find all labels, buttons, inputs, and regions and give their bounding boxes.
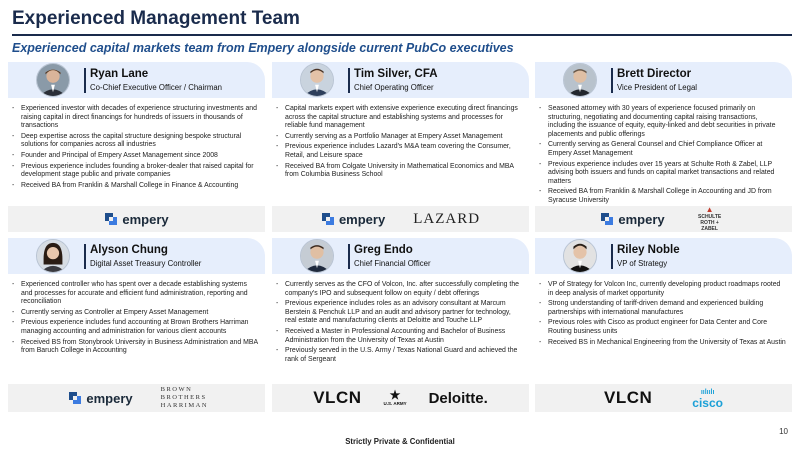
bullet-item: - Received BA from Franklin & Marshall College in Finance & Accounting <box>12 182 259 191</box>
bullet-list <box>535 281 792 347</box>
person-name: Ryan Lane <box>90 68 149 80</box>
person-name: Tim Silver, CFA <box>354 68 438 80</box>
header-divider <box>611 68 613 93</box>
bullet-item: - Received BS from Stonybrook University in Business Administration and MBA from Baruch College in Accounting <box>12 339 259 356</box>
empery-wordmark: empery <box>618 211 665 227</box>
bullet-item: - Experienced controller who has spent over a decade establishing systems and processes for accurate and efficient fund administration, reporting and reconciliation <box>12 281 259 307</box>
bullet-item: - Previous roles with Cisco as product engineer for Data Center and Core Routing business units <box>539 319 786 336</box>
brown-brothers-harriman-logo: BROWN BROTHERS HARRIMAN <box>160 386 209 409</box>
bullet-item: - Received BA from Colgate University in Mathematical Economics and MBA from Columbia Business School <box>276 163 523 180</box>
bullet-list <box>535 105 792 206</box>
header-divider <box>348 244 350 269</box>
empery-wordmark: empery <box>122 211 169 227</box>
empery-mark-icon <box>104 212 118 226</box>
bullet-item: - Previous experience includes fund accounting at Brown Brothers Harriman managing accounting and administration for various client accounts <box>12 319 259 336</box>
bullet-list <box>8 105 265 190</box>
empery-wordmark: empery <box>338 211 386 227</box>
vlcn-logo: VLCN <box>313 388 362 407</box>
vlcn-logo: VLCN <box>604 388 653 407</box>
logo-bar <box>272 206 529 232</box>
person-name: Alyson Chung <box>90 244 168 256</box>
person-header <box>8 238 265 274</box>
bullet-item: - Received BS in Mechanical Engineering from the University of Texas at Austin <box>539 339 786 348</box>
deloitte-wordmark: Deloitte. <box>428 389 488 407</box>
avatar <box>300 239 334 273</box>
us-army-logo <box>384 389 407 407</box>
person-name: Greg Endo <box>354 244 413 256</box>
person-name: Brett Director <box>617 68 692 80</box>
person-role: Digital Asset Treasury Controller <box>90 259 202 268</box>
header-divider <box>611 244 613 269</box>
logo-bar <box>8 384 265 412</box>
bullet-item: - Previous experience includes roles as an advisory consultant at Marcum Berstein & Penchuk LLP and an audit and advisory partner for technology, real estate and manufacturing clients at Deloitte and Touche LLP <box>276 300 523 326</box>
title-divider <box>12 34 792 36</box>
empery-logo <box>321 212 385 227</box>
page-title: Experienced Management Team <box>12 8 300 29</box>
person-header <box>535 238 792 274</box>
header-divider <box>348 68 350 93</box>
avatar <box>36 239 70 273</box>
army-star-icon: ★ <box>389 388 401 402</box>
cisco-logo <box>692 388 723 408</box>
logo-bar <box>8 206 265 232</box>
person-name: Riley Noble <box>617 244 680 256</box>
header-divider <box>84 68 86 93</box>
srz-wordmark: SCHULTE ROTH + ZABEL <box>698 214 722 232</box>
person-card-tim-silver <box>272 62 529 182</box>
deloitte-logo <box>429 390 488 407</box>
empery-logo <box>104 212 168 227</box>
avatar <box>563 63 597 97</box>
bullet-item: - Previously served in the U.S. Army / Texas National Guard and achieved the rank of Sergeant <box>276 347 523 364</box>
schulte-roth-zabel-logo <box>693 206 727 232</box>
person-card-brett-director <box>535 62 792 208</box>
person-role: Chief Financial Officer <box>354 259 431 268</box>
bullet-item: - Strong understanding of tariff-driven demand and experienced building partnerships with international manufactures <box>539 300 786 317</box>
bullet-item: - Founder and Principal of Empery Asset Management since 2008 <box>12 152 259 161</box>
bullet-item: - Currently serving as Controller at Empery Asset Management <box>12 309 259 318</box>
bullet-item: - Deep expertise across the capital structure designing bespoke structural solutions for companies across all industries <box>12 133 259 150</box>
logo-bar <box>535 384 792 412</box>
avatar <box>563 239 597 273</box>
empery-mark-icon <box>600 212 614 226</box>
confidentiality-footer: Strictly Private & Confidential <box>345 437 455 446</box>
bullet-item: - Currently serving as a Portfolio Manager at Empery Asset Management <box>276 133 523 142</box>
bullet-item: - Previous experience includes Lazard's M&A team covering the Consumer, Retail, and Leisure space <box>276 143 523 160</box>
header-divider <box>84 244 86 269</box>
army-wordmark: U.S. ARMY <box>383 401 407 406</box>
person-role: Co-Chief Executive Officer / Chairman <box>90 83 223 92</box>
person-card-ryan-lane <box>8 62 265 192</box>
page-subtitle: Experienced capital markets team from Empery alongside current PubCo executives <box>12 41 514 55</box>
person-role: Chief Operating Officer <box>354 83 434 92</box>
bullet-item: - Capital markets expert with extensive experience executing direct financings across the capital structure and establishing systems and processes for reliable fund management <box>276 105 523 131</box>
logo-bar <box>272 384 529 412</box>
srz-mark-icon: ▲ <box>705 205 714 214</box>
bullet-list <box>272 281 529 364</box>
bullet-item: - Experienced investor with decades of experience structuring investments and raising capital in direct financings for hundreds of issuers in thousands of transactions <box>12 105 259 131</box>
person-header <box>8 62 265 98</box>
person-header <box>272 62 529 98</box>
bullet-item: - VP of Strategy for Volcon Inc, currently developing product roadmaps rooted in deep analysis of market opportunity <box>539 281 786 298</box>
lazard-logo: LAZARD <box>413 210 481 227</box>
bullet-item: - Seasoned attorney with 30 years of experience focused primarily on structuring, negotiating and documenting capital raising transactions, including the issuance of equity, equity-linked and debt securities in private placements and public offerings <box>539 105 786 139</box>
page-number: 10 <box>779 427 788 436</box>
empery-mark-icon <box>68 391 82 405</box>
bullet-list <box>272 105 529 180</box>
bullet-item: - Currently serves as the CFO of Volcon, Inc. after successfully completing the company's IPO and subsequent follow on equity / debt offerings <box>276 281 523 298</box>
cisco-bars-icon: ıılıılı <box>700 389 715 396</box>
avatar <box>36 63 70 97</box>
person-header <box>535 62 792 98</box>
cisco-wordmark: cisco <box>692 396 723 410</box>
person-card-alyson-chung <box>8 238 265 358</box>
bullet-item: - Received a Master in Professional Accounting and Bachelor of Business Administration from the University of Texas at Austin <box>276 328 523 345</box>
avatar <box>300 63 334 97</box>
person-role: VP of Strategy <box>617 259 668 268</box>
person-card-greg-endo <box>272 238 529 366</box>
person-role: Vice President of Legal <box>617 83 698 92</box>
empery-wordmark: empery <box>86 390 133 406</box>
bullet-item: - Currently serving as General Counsel and Chief Compliance Officer at Empery Asset Management <box>539 141 786 158</box>
bullet-item: - Previous experience includes over 15 years at Schulte Roth & Zabel, LLP advising both issuers and funds on capital market transactions and related matters <box>539 161 786 187</box>
bullet-list <box>8 281 265 356</box>
person-header <box>272 238 529 274</box>
empery-mark-icon <box>321 212 335 226</box>
bullet-item: - Previous experience includes founding a broker-dealer that raised capital for development stage public and private companies <box>12 163 259 180</box>
logo-bar <box>535 206 792 232</box>
empery-logo <box>600 212 664 227</box>
empery-logo <box>68 391 132 406</box>
bullet-item: - Received BA from Franklin & Marshall College in Accounting and JD from Syracuse University <box>539 188 786 205</box>
person-card-riley-noble <box>535 238 792 349</box>
